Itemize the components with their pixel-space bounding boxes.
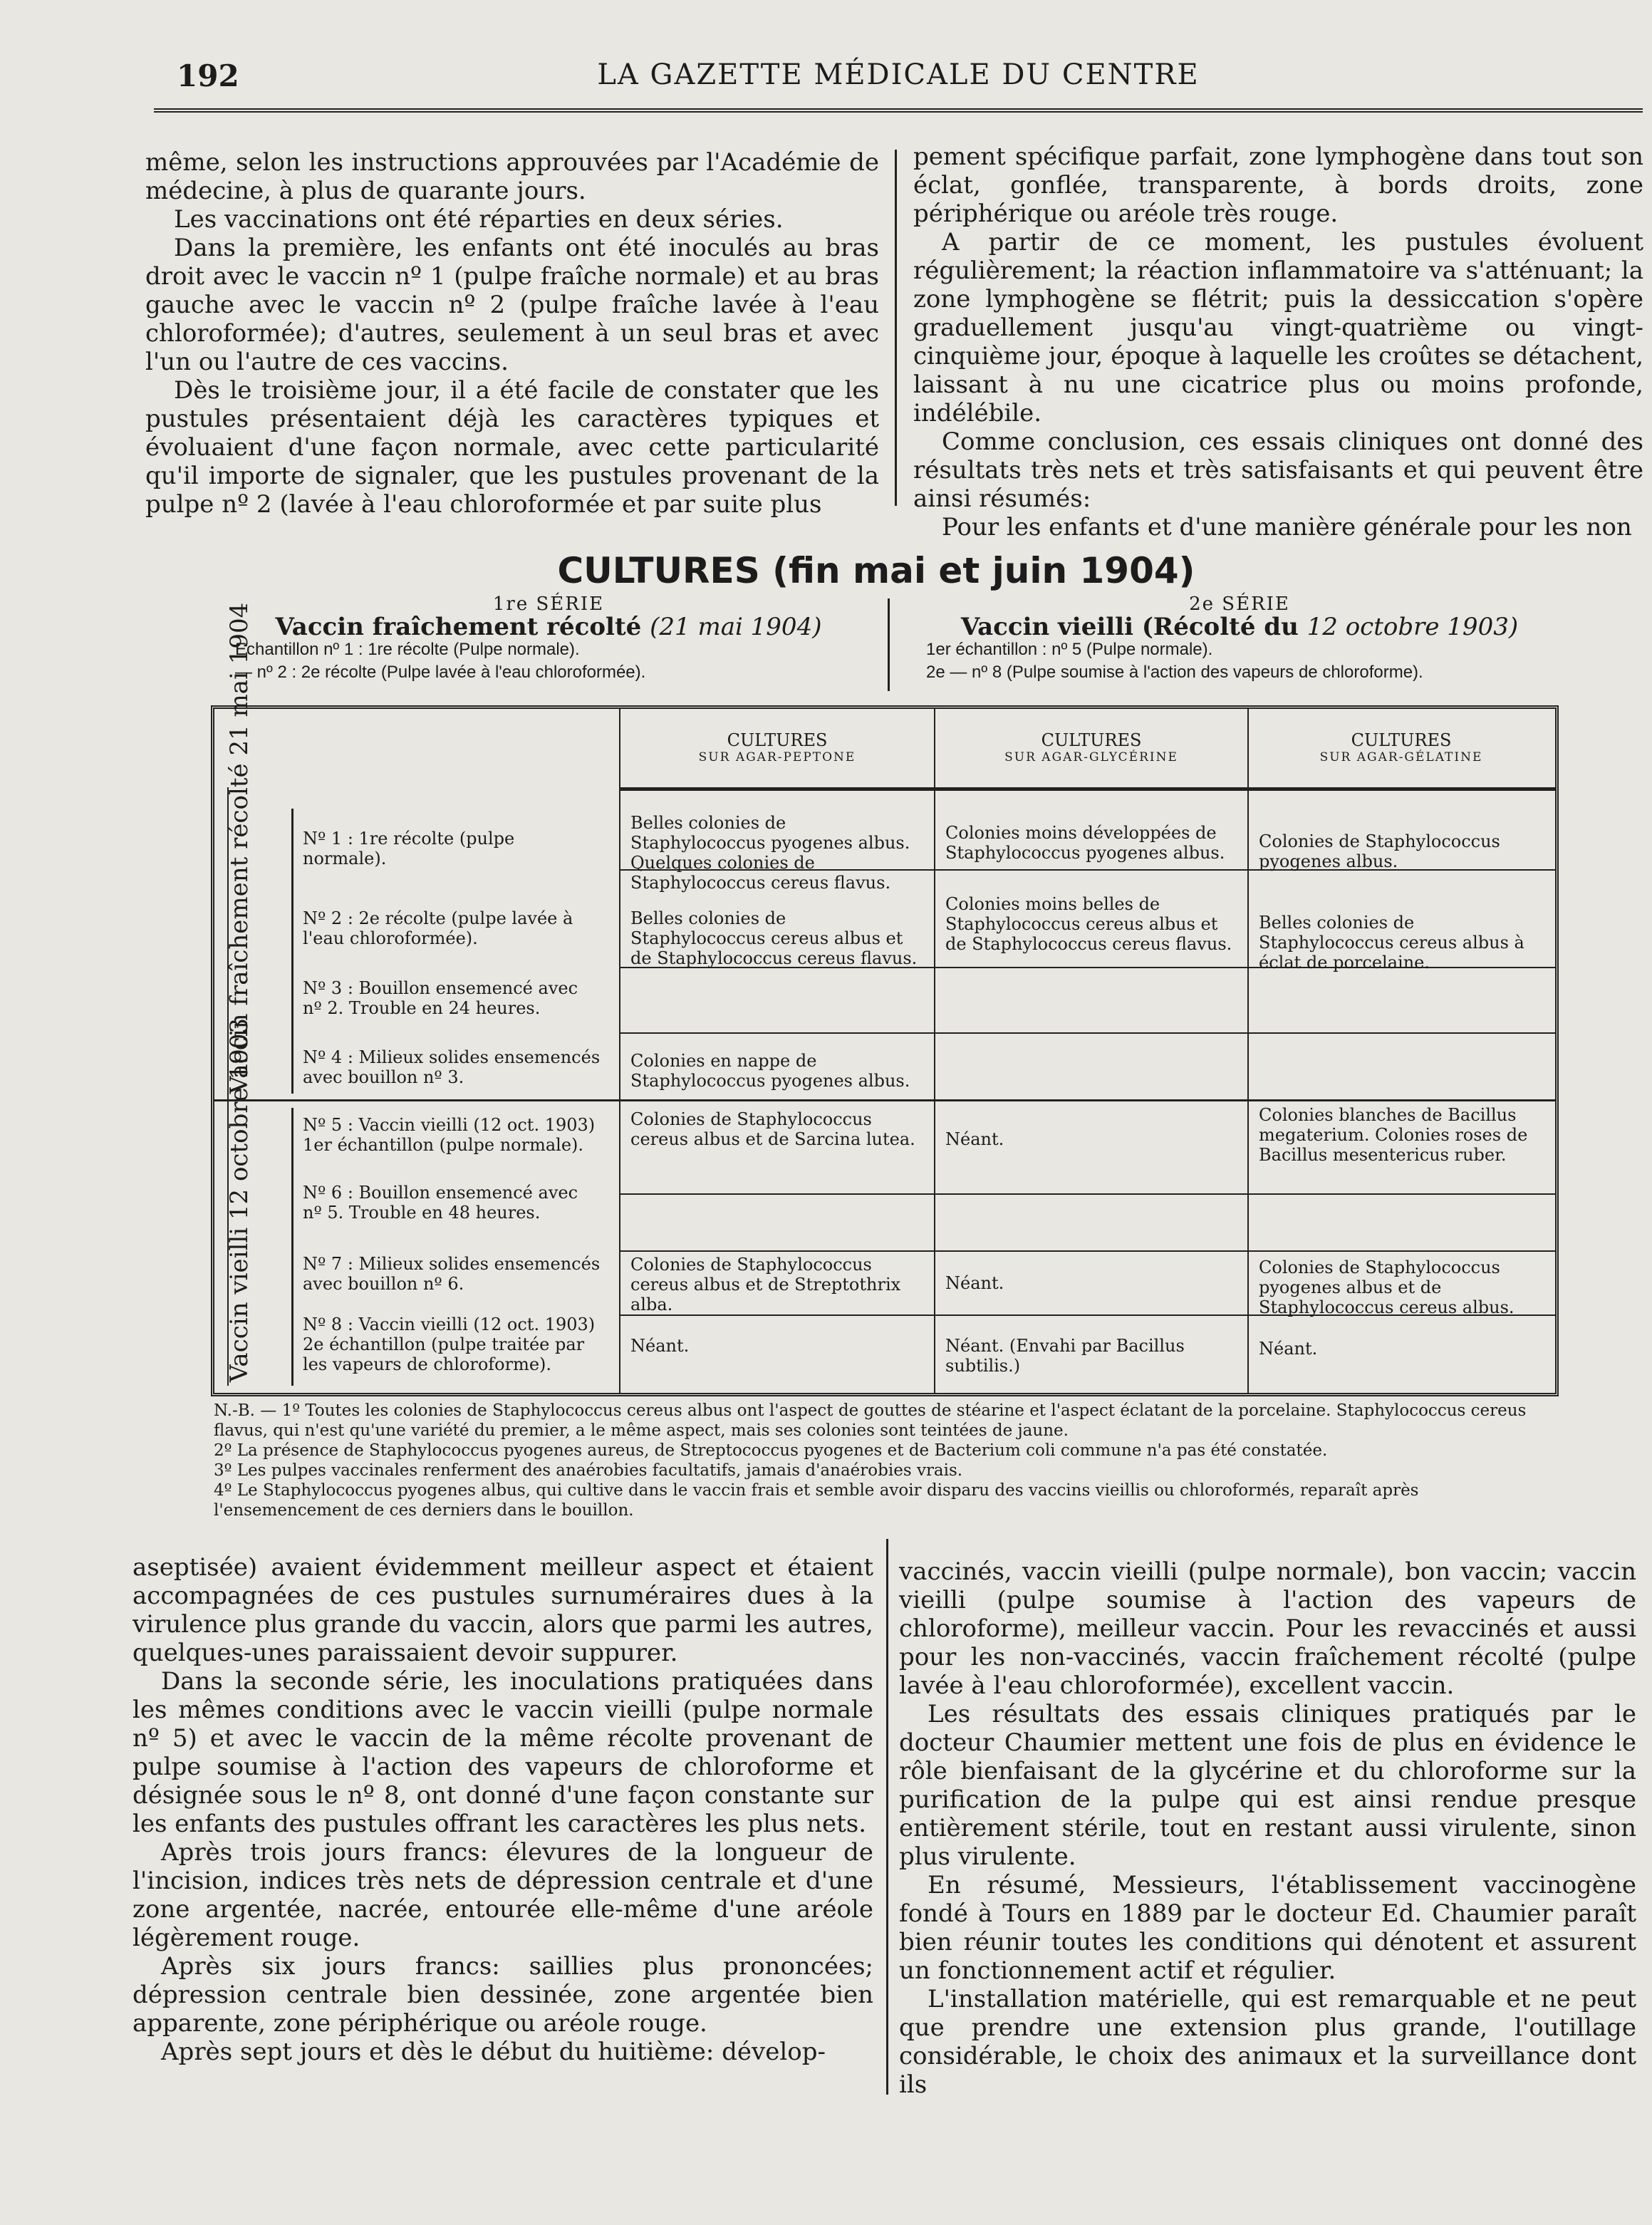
- row-label-6: Nº 6 : Bouillon ensemencé avec nº 5. Trouble en 48 heures.: [303, 1183, 578, 1223]
- serie-1-block: [235, 593, 862, 684]
- header-agar-glycerine: [937, 730, 1246, 764]
- header-title: CULTURES: [727, 730, 828, 750]
- note-item: N.-B. — 1º Toutes les colonies de Staphylococcus cereus albus ont l'aspect de gouttes de stéarine et l'aspect éclatant de la porcelaine. Staphylococcus cereus flavus, qui n'est qu'une variété du premier, a le même aspect, mais ses colonies sont teintées de jaune.: [214, 1401, 1527, 1440]
- cell-r7-gelatine: Colonies de Staphylococcus pyogenes albus et de Staphylococcus cereus albus.: [1259, 1257, 1515, 1317]
- cell-r1-peptone: Belles colonies de Staphylococcus pyogenes albus. Quelques colonies de Staphylococcus cereus flavus.: [630, 813, 910, 893]
- cell-r4-peptone: Colonies en nappe de Staphylococcus pyogenes albus.: [630, 1051, 910, 1091]
- brace: [291, 809, 293, 1094]
- cell-r2-gelatine: Belles colonies de Staphylococcus cereus albus à éclat de porcelaine.: [1259, 913, 1524, 973]
- row-line: [619, 1250, 1555, 1252]
- header-agar-peptone: [622, 730, 933, 764]
- paragraph: vaccinés, vaccin vieilli (pulpe normale), bon vaccin; vaccin vieilli (pulpe soumise à l'action des vapeurs de chloroforme), meilleur vaccin. Pour les revaccinés et aussi pour les non-vaccinés, vaccin fraîchement récolté (pulpe lavée à l'eau chloroformée), excellent vaccin.: [899, 1557, 1636, 1700]
- header-title: CULTURES: [1351, 730, 1452, 750]
- paragraph: aseptisée) avaient évidemment meilleur aspect et étaient accompagnées de ces pustules surnuméraires dues à la virulence plus grande du vaccin, alors que parmi les autres, quelques-unes paraissaient devoir suppurer.: [133, 1553, 873, 1667]
- cell-r2-peptone: Belles colonies de Staphylococcus cereus albus et de Staphylococcus cereus flavus.: [630, 908, 918, 968]
- top-right-column: [913, 142, 1643, 541]
- row-label-2: Nº 2 : 2e récolte (pulpe lavée à l'eau chloroformée).: [303, 908, 573, 948]
- header-sub: SUR AGAR-PEPTONE: [698, 750, 856, 764]
- paragraph: même, selon les instructions approuvées par l'Académie de médecine, à plus de quarante jours.: [145, 148, 879, 205]
- journal-title: LA GAZETTE MÉDICALE DU CENTRE: [597, 58, 1200, 91]
- serie-2-block: [926, 593, 1553, 684]
- column-divider: [886, 1539, 888, 2095]
- serie-2-title-text: Vaccin vieilli (Récolté du: [960, 613, 1299, 641]
- cell-r5-gelatine: Colonies blanches de Bacillus megaterium. Colonies roses de Bacillus mesentericus ruber.: [1259, 1105, 1528, 1165]
- paragraph: Après sept jours et dès le début du huitième: dévelop-: [161, 2038, 826, 2066]
- row-line: [619, 1193, 1555, 1195]
- paragraph: En résumé, Messieurs, l'établissement vaccinogène fondé à Tours en 1889 par le docteur Ed. Chaumier paraît bien réunir toutes les conditions qui dénotent et assurent un fonctionnement actif et régulier.: [899, 1871, 1636, 1985]
- serie-2-echantillon-1: 1er échantillon : nº 5 (Pulpe normale).: [926, 640, 1213, 659]
- cell-r2-glycerine: Colonies moins belles de Staphylococcus cereus albus et de Staphylococcus cereus flavus.: [945, 894, 1232, 954]
- header-rule: [619, 787, 1555, 791]
- series-divider: [888, 598, 890, 691]
- paragraph: Comme conclusion, ces essais cliniques ont donné des résultats très nets et très satisfaisants et qui peuvent être ainsi résumés:: [913, 427, 1643, 513]
- row-label-5: Nº 5 : Vaccin vieilli (12 oct. 1903) 1er échantillon (pulpe normale).: [303, 1115, 596, 1155]
- paragraph: Dans la seconde série, les inoculations pratiquées dans les mêmes conditions avec le vaccin vieilli (pulpe normale nº 5) et avec le vaccin de la même récolte provenant de pulpe soumise à l'action des vapeurs de chloroforme et désignée sous le nº 8, ont donné d'une façon constante sur les enfants des pustules offrant les caractères les plus nets.: [133, 1667, 873, 1838]
- cell-r7-glycerine: Néant.: [945, 1273, 1004, 1293]
- page-number: 192: [177, 58, 239, 93]
- row-label-1: Nº 1 : 1re récolte (pulpe normale).: [303, 829, 515, 868]
- cell-r5-glycerine: Néant.: [945, 1129, 1004, 1149]
- note-item: 4º Le Staphylococcus pyogenes albus, qui cultive dans le vaccin frais et semble avoir disparu des vaccins vieillis ou chloroformés, reparaît après l'ensemencement de ces derniers dans le bouillon.: [214, 1481, 1419, 1520]
- bottom-right-column: [899, 1557, 1636, 2099]
- paragraph: A partir de ce moment, les pustules évoluent régulièrement; la réaction inflammatoire va s'atténuant; la zone lymphogène se flétrit; puis la dessiccation s'opère graduellement jusqu'au vingt-quatrième ou vingt-cinquième jour, époque à laquelle les croûtes se détachent, laissant à nu une cicatrice plus ou moins profonde, indélébile.: [913, 228, 1643, 427]
- serie-2-echantillon-2: 2e — nº 8 (Pulpe soumise à l'action des vapeurs de chloroforme).: [926, 663, 1423, 682]
- paragraph: Après trois jours francs: élevures de la longueur de l'incision, indices très nets de dépression centrale et d'une zone argentée, nacrée, entourée elle-même d'une aréole légèrement rouge.: [133, 1838, 873, 1952]
- top-left-column: [145, 148, 879, 519]
- table-vline: [619, 709, 620, 1393]
- header-sub: SUR AGAR-GÉLATINE: [1319, 750, 1483, 764]
- paragraph: L'installation matérielle, qui est remarquable et ne peut que prendre une extension plus grande, l'outillage considérable, le choix des animaux et la surveillance dont ils: [899, 1985, 1636, 2099]
- row-label-4: Nº 4 : Milieux solides ensemencés avec bouillon nº 3.: [303, 1047, 601, 1087]
- serie-1-title-text: Vaccin fraîchement récolté: [275, 613, 642, 641]
- paragraph: Dès le troisième jour, il a été facile de constater que les pustules présentaient déjà les caractères typiques et évoluaient d'une façon normale, avec cette particularité qu'il importe de signaler, que les pustules provenant de la pulpe nº 2 (lavée à l'eau chloroformée et par suite plus: [145, 376, 879, 519]
- cell-r1-glycerine: Colonies moins développées de Staphylococcus pyogenes albus.: [945, 823, 1225, 863]
- row-label-3: Nº 3 : Bouillon ensemencé avec nº 2. Trouble en 24 heures.: [303, 978, 578, 1018]
- note-item: 3º Les pulpes vaccinales renferment des anaérobies facultatifs, jamais d'anaérobies vrais.: [214, 1461, 963, 1480]
- group-divider: [214, 1099, 1555, 1101]
- serie-2-label: 2e SÉRIE: [1189, 593, 1290, 615]
- cultures-title: CULTURES (fin mai et juin 1904): [557, 550, 1195, 591]
- paragraph: pement spécifique parfait, zone lymphogène dans tout son éclat, gonflée, transparente, à bords droits, zone périphérique ou aréole très rouge.: [913, 142, 1643, 228]
- serie-1-title: [235, 613, 862, 641]
- row-label-7: Nº 7 : Milieux solides ensemencés avec bouillon nº 6.: [303, 1254, 601, 1294]
- paragraph: Les résultats des essais cliniques pratiqués par le docteur Chaumier mettent une fois de plus en évidence le rôle bienfaisant de la glycérine et du chloroforme sur la purification de la pulpe qui est ainsi rendue presque entièrement stérile, tout en restant aussi virulente, sinon plus virulente.: [899, 1700, 1636, 1871]
- group-label-1: Vaccin fraîchement récolté 21 mai 1904: [225, 602, 254, 1094]
- row-line: [619, 1032, 1555, 1034]
- serie-1-date: (21 mai 1904): [650, 613, 822, 641]
- serie-2-date: 12 octobre 1903): [1306, 613, 1519, 641]
- header-sub: SUR AGAR-GLYCÉRINE: [1004, 750, 1178, 764]
- serie-1-echantillon-1: Echantillon nº 1 : 1re récolte (Pulpe normale).: [235, 640, 580, 659]
- paragraph: Après six jours francs: saillies plus prononcées; dépression centrale bien dessinée, zone argentée bien apparente, zone périphérique ou aréole rouge.: [133, 1952, 873, 2038]
- paragraph: Dans la première, les enfants ont été inoculés au bras droit avec le vaccin nº 1 (pulpe fraîche normale) et au bras gauche avec le vaccin nº 2 (pulpe fraîche lavée à l'eau chloroformée); d'autres, seulement à un seul bras et avec l'un ou l'autre de ces vaccins.: [145, 234, 879, 376]
- serie-1-echantillon-2: — nº 2 : 2e récolte (Pulpe lavée à l'eau chloroformée).: [235, 663, 646, 682]
- paragraph: Les vaccinations ont été réparties en deux séries.: [174, 205, 784, 234]
- column-divider: [895, 150, 897, 506]
- serie-1-label: 1re SÉRIE: [492, 593, 605, 615]
- table-notes: [214, 1401, 1567, 1520]
- table-vline: [1247, 709, 1249, 1393]
- paragraph: Pour les enfants et d'une manière générale pour les non: [942, 513, 1632, 541]
- brace: [291, 1108, 293, 1386]
- cell-r8-gelatine: Néant.: [1259, 1339, 1318, 1359]
- row-label-8: Nº 8 : Vaccin vieilli (12 oct. 1903) 2e échantillon (pulpe traitée par les vapeurs de chloroforme).: [303, 1314, 596, 1374]
- header-title: CULTURES: [1041, 730, 1142, 750]
- header-agar-gelatine: [1250, 730, 1552, 764]
- group-label-2: Vaccin vieilli 12 octobre 1903: [225, 1017, 254, 1382]
- cell-r1-gelatine: Colonies de Staphylococcus pyogenes albus.: [1259, 831, 1500, 871]
- table-vline: [934, 709, 935, 1393]
- serie-2-title: [926, 613, 1553, 641]
- note-item: 2º La présence de Staphylococcus pyogenes aureus, de Streptococcus pyogenes et de Bacterium coli commune n'a pas été constatée.: [214, 1441, 1328, 1460]
- cell-r8-glycerine: Néant. (Envahi par Bacillus subtilis.): [945, 1336, 1185, 1376]
- bottom-left-column: [133, 1553, 873, 2066]
- cell-r5-peptone: Colonies de Staphylococcus cereus albus et de Sarcina lutea.: [630, 1109, 915, 1149]
- page-header: [154, 44, 1643, 113]
- cell-r8-peptone: Néant.: [630, 1336, 690, 1356]
- cell-r7-peptone: Colonies de Staphylococcus cereus albus et de Streptothrix alba.: [630, 1255, 901, 1314]
